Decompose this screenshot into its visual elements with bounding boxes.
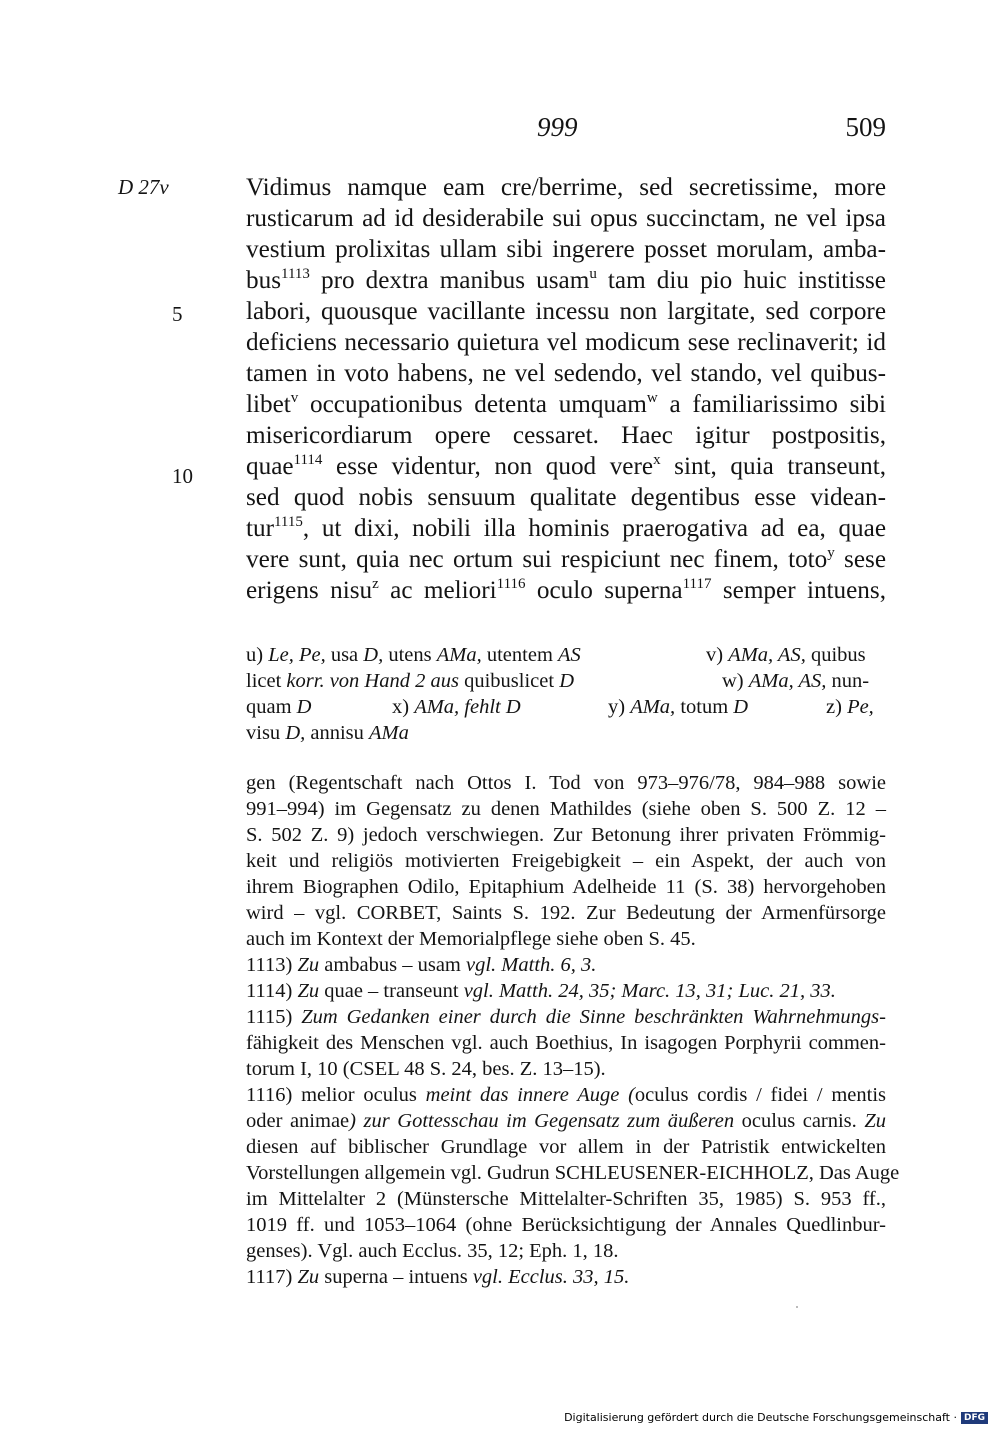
note-text: Zu: [856, 1110, 886, 1132]
scan-speck: [796, 1306, 798, 1308]
apparatus-text: y): [608, 696, 631, 718]
digitization-footer: [564, 1411, 988, 1424]
text-segment: sint, quia transeunt,: [660, 453, 886, 480]
apparatus-line: [246, 694, 886, 720]
footer-text: Digitalisierung gefördert durch die Deutsche Forschungsgemeinschaft ·: [564, 1411, 957, 1424]
apparatus-text: x): [392, 696, 415, 718]
apparatus-text: visu: [246, 722, 286, 744]
apparatus-text: quam: [246, 696, 297, 718]
apparatus-entry-v: [706, 642, 866, 668]
note-text: vgl. Matth. 6, 3.: [466, 954, 597, 976]
note-line: [246, 1108, 886, 1134]
superscript-marker: 1117: [682, 576, 712, 592]
note-line: genses). Vgl. auch Ecclus. 35, 12; Eph. 1, 18.: [246, 1240, 619, 1262]
text-segment: semper intuens,: [711, 577, 887, 604]
apparatus-note: korr. von Hand 2 aus: [286, 670, 459, 692]
note-line: Vorstellungen allgemein vgl. Gudrun SCHLEUSENER-EICHHOLZ, Das Auge: [246, 1162, 900, 1184]
note-lemma: ambabus – usam: [319, 954, 466, 976]
line-number-5: 5: [172, 302, 183, 326]
apparatus-siglum: AS: [558, 644, 581, 666]
text-segment: sed quod nobis sensuum qualitate degentibus esse videan-: [246, 484, 886, 511]
text-segment: , ut dixi, nobili illa hominis praerogativa ad ea, quae: [302, 515, 886, 542]
apparatus-siglum: AMa, AS,: [748, 670, 827, 692]
text-segment: tamen in voto habens, ne vel sedendo, vel stando, vel quibus-: [246, 360, 886, 387]
text-segment: rusticarum ad id desiderabile sui opus succinctam, ne vel ipsa: [246, 205, 886, 232]
superscript-marker: 1116: [496, 576, 526, 592]
note-1114: [246, 978, 886, 1004]
note-text: meint das innere Auge (: [425, 1084, 635, 1106]
apparatus-text: u): [246, 644, 269, 666]
apparatus-siglum: D,: [285, 722, 306, 744]
note-line: torum I, 10 (CSEL 48 S. 24, bes. Z. 13–15).: [246, 1058, 606, 1080]
apparatus-siglum: D: [559, 670, 574, 692]
apparatus-text: utentem: [481, 644, 559, 666]
text-line: [246, 389, 886, 420]
text-segment: occupationibus detenta umquam: [298, 391, 647, 418]
apparatus-siglum: AMa,: [436, 644, 482, 666]
apparatus-text: v): [706, 644, 729, 666]
apparatus-entry-y: [608, 694, 748, 720]
apparatus-entry-z: [826, 694, 874, 720]
note-lemma: oder animae: [246, 1110, 350, 1132]
note-number: 1117): [246, 1266, 298, 1288]
text-line: [246, 575, 886, 606]
note-1113: [246, 952, 886, 978]
text-segment: ac meliori: [378, 577, 497, 604]
text-line: [246, 203, 886, 234]
superscript-marker: 1114: [293, 452, 323, 468]
note-lemma: oculus cordis / fidei / mentis: [634, 1084, 886, 1106]
note-line: fähigkeit des Menschen vgl. auch Boethius, In isagogen Porphyrii commen-: [246, 1032, 886, 1054]
apparatus-text: quibus: [805, 644, 866, 666]
note-number: 1116) melior oculus: [246, 1084, 426, 1106]
apparatus-siglum: Le, Pe,: [268, 644, 326, 666]
text-line: [246, 451, 886, 482]
apparatus-siglum: D: [733, 696, 749, 718]
text-segment: tur: [246, 515, 274, 542]
note-text: vgl. Matth. 24, 35; Marc. 13, 31; Luc. 21, 33.: [463, 980, 836, 1002]
text-line: [246, 327, 886, 358]
note-line: S. 502 Z. 9) jedoch verschwiegen. Zur Betonung ihrer privaten Frömmig-: [246, 824, 886, 846]
apparatus-text: quibuslicet: [458, 670, 560, 692]
text-segment: pro dextra manibus usam: [309, 267, 590, 294]
note-number: 1115): [246, 1006, 302, 1028]
superscript-marker: z: [372, 576, 379, 592]
text-segment: tam diu pio huic institisse: [596, 267, 886, 294]
note-line: ihrem Biographen Odilo, Epitaphium Adelheide 11 (S. 38) hervorgehoben: [246, 876, 886, 898]
note-lemma: quae – transeunt: [319, 980, 464, 1002]
apparatus-text: totum: [675, 696, 734, 718]
note-text: vgl. Ecclus. 33, 15.: [472, 1266, 630, 1288]
text-line: [246, 358, 886, 389]
note-line: keit und religiös motivierten Freigebigkeit – ein Aspekt, der auch von: [246, 850, 886, 872]
commentary-notes: [246, 770, 900, 1290]
apparatus-siglum: AMa, AS,: [728, 644, 806, 666]
text-segment: labori, quousque vacillante incessu non largitate, sed corpore: [246, 298, 886, 325]
note-text: ) zur Gottesschau im Gegensatz zum äußeren: [349, 1110, 742, 1132]
apparatus-line: [246, 720, 886, 746]
note-line: auch im Kontext der Memorialpflege siehe oben S. 45.: [246, 928, 696, 950]
apparatus-siglum: AMa: [369, 722, 409, 744]
text-line: [246, 296, 886, 327]
text-segment: misericordiarum opere cessaret. Haec igitur postpositis,: [246, 422, 886, 449]
note-1115: [246, 1004, 886, 1030]
text-segment: Vidimus namque eam cre/berrime, sed secretissime, more: [246, 174, 886, 201]
note-line: 991–994) im Gegensatz zu denen Mathildes (siehe oben S. 500 Z. 12 –: [246, 798, 886, 820]
text-segment: bus: [246, 267, 281, 294]
apparatus-siglum: AMa,: [630, 696, 676, 718]
note-number: 1113): [246, 954, 298, 976]
text-segment: a familiarissimo sibi: [657, 391, 886, 418]
superscript-marker: y: [827, 545, 835, 561]
apparatus-siglum: D: [296, 696, 312, 718]
text-line: [246, 265, 886, 296]
superscript-marker: u: [589, 266, 597, 282]
note-1116: [246, 1082, 886, 1108]
text-segment: vere sunt, quia nec ortum sui respiciunt nec finem, toto: [246, 546, 828, 573]
apparatus-text: usa: [325, 644, 364, 666]
note-line: wird – vgl. CORBET, Saints S. 192. Zur Bedeutung der Armenfürsorge: [246, 902, 886, 924]
apparatus-text: w): [722, 670, 749, 692]
text-segment: esse videntur, non quod vere: [322, 453, 654, 480]
text-line: [246, 482, 886, 513]
text-line: [246, 513, 886, 544]
note-line: im Mittelalter 2 (Münstersche Mittelalter-Schriften 35, 1985) S. 953 ff.,: [246, 1188, 886, 1210]
superscript-marker: w: [646, 390, 658, 406]
apparatus-text: annisu: [305, 722, 370, 744]
note-text: Zum Gedanken einer durch die Sinne beschränkten Wahrnehmungs-: [301, 1006, 886, 1028]
apparatus-siglum: Pe,: [847, 696, 874, 718]
note-line: gen (Regentschaft nach Ottos I. Tod von 973–976/78, 984–988 sowie: [246, 772, 886, 794]
superscript-marker: 1113: [281, 266, 310, 282]
apparatus-entry-x: [392, 694, 521, 720]
text-segment: sese: [834, 546, 886, 573]
text-segment: vestium prolixitas ullam sibi ingerere posset morulam, amba-: [246, 236, 886, 263]
folio-margin-note: D 27v: [118, 175, 169, 199]
apparatus-text: licet: [246, 670, 287, 692]
text-segment: deficiens necessario quietura vel modicum sese reclinaverit; id: [246, 329, 886, 356]
note-text: Zu: [297, 1266, 320, 1288]
apparatus-line: [246, 668, 886, 694]
apparatus-text: z): [826, 696, 848, 718]
critical-apparatus: [246, 642, 886, 746]
text-segment: libet: [246, 391, 291, 418]
apparatus-text: utens: [383, 644, 437, 666]
note-lemma: superna – intuens: [319, 1266, 473, 1288]
note-line: diesen auf biblischer Grundlage vor allem in der Patristik entwickelten: [246, 1136, 886, 1158]
superscript-marker: x: [653, 452, 661, 468]
note-1117: [246, 1264, 886, 1290]
note-number: 1114): [246, 980, 298, 1002]
note-text: Zu: [297, 954, 320, 976]
text-segment: quae: [246, 453, 294, 480]
main-latin-text: [246, 172, 886, 606]
apparatus-line: [246, 642, 886, 668]
text-line: [246, 234, 886, 265]
superscript-marker: 1115: [273, 514, 303, 530]
text-segment: oculo superna: [525, 577, 683, 604]
superscript-marker: v: [290, 390, 299, 406]
text-line: [246, 172, 886, 203]
note-lemma: oculus carnis.: [741, 1110, 857, 1132]
apparatus-siglum: AMa, fehlt D: [414, 696, 521, 718]
text-segment: erigens nisu: [246, 577, 373, 604]
dfg-logo: DFG: [961, 1412, 988, 1424]
running-head-year: 999: [537, 112, 578, 142]
text-line: [246, 420, 886, 451]
text-line: [246, 544, 886, 575]
line-number-10: 10: [172, 464, 193, 488]
note-line: 1019 ff. und 1053–1064 (ohne Berücksichtigung der Annales Quedlinbur-: [246, 1214, 886, 1236]
apparatus-siglum: D,: [363, 644, 384, 666]
apparatus-text: nun-: [826, 670, 870, 692]
note-text: Zu: [297, 980, 320, 1002]
page-number: 509: [845, 112, 886, 142]
apparatus-entry-w: [722, 668, 869, 694]
